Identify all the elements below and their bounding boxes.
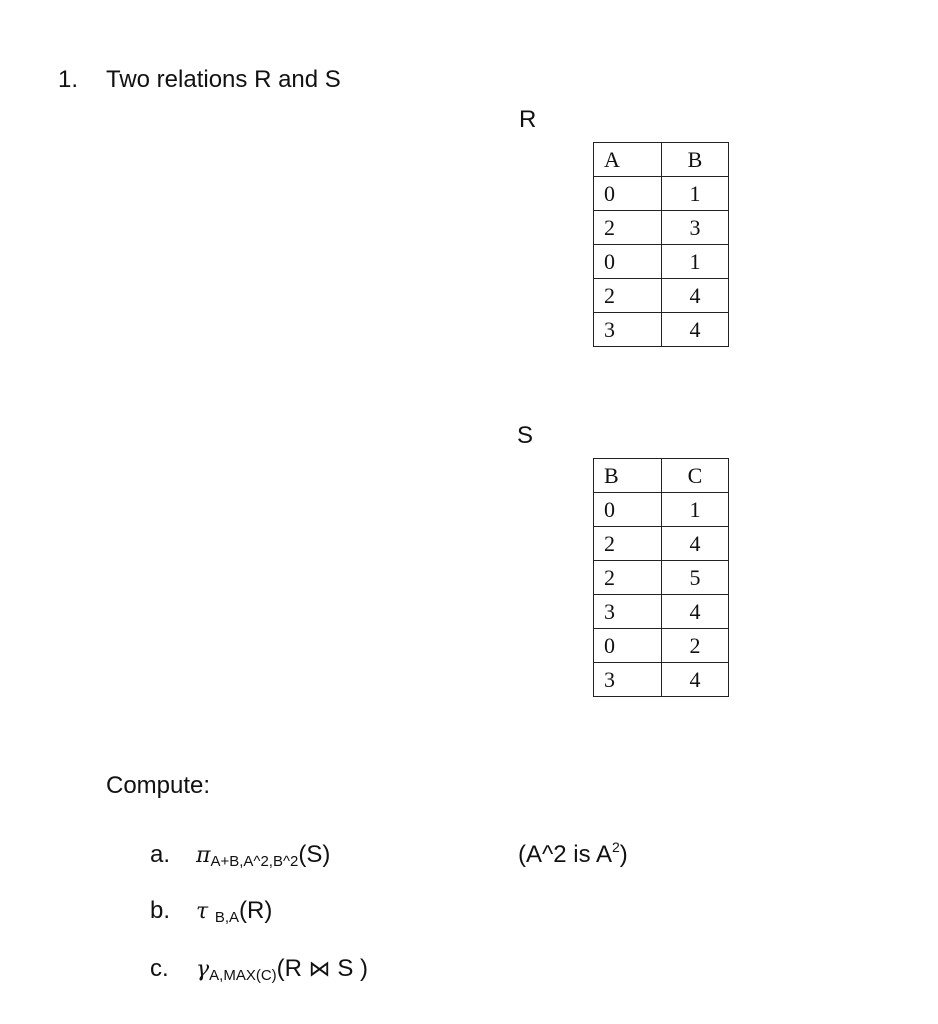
table-cell: 2 [594, 561, 662, 595]
header-cell: A [594, 143, 662, 177]
table-cell: 4 [662, 663, 729, 697]
table-cell: 3 [594, 313, 662, 347]
item-expression [196, 955, 368, 983]
table-cell: 3 [594, 595, 662, 629]
table-row [594, 211, 729, 245]
table-cell: 4 [662, 527, 729, 561]
note-close: ) [619, 841, 628, 868]
table-cell: 1 [662, 493, 729, 527]
table-cell: 3 [662, 211, 729, 245]
table-cell: 4 [662, 279, 729, 313]
table-header-row [594, 143, 729, 177]
question-title: Two relations R and S [106, 66, 341, 93]
question-number: 1. [58, 66, 79, 93]
table-cell: 0 [594, 629, 662, 663]
projection-operator: π [196, 843, 211, 868]
operator-subscript: A,MAX(C) [209, 967, 277, 984]
relation-r-label: R [519, 106, 537, 133]
operator-argument: (R) [239, 897, 273, 924]
relation-s-label: S [517, 422, 534, 449]
operator-subscript: B,A [214, 909, 240, 926]
table-row [594, 245, 729, 279]
header-cell: C [662, 459, 729, 493]
table-row [594, 629, 729, 663]
table-cell: 0 [594, 493, 662, 527]
table-cell: 2 [594, 211, 662, 245]
table-cell: 4 [662, 313, 729, 347]
table-row [594, 177, 729, 211]
item-letter: c. [150, 955, 169, 982]
table-cell: 2 [594, 279, 662, 313]
operator-argument: (S) [298, 841, 331, 868]
table-row [594, 493, 729, 527]
header-cell: B [594, 459, 662, 493]
table-header-row [594, 459, 729, 493]
item-expression [196, 897, 272, 925]
table-cell: 1 [662, 245, 729, 279]
table-cell: 0 [594, 177, 662, 211]
table-row [594, 279, 729, 313]
grouping-operator: γ [196, 957, 210, 982]
relation-s-table [593, 458, 729, 697]
operator-argument-left: (R [276, 955, 302, 982]
table-row [594, 595, 729, 629]
table-cell: 4 [662, 595, 729, 629]
table-cell: 3 [594, 663, 662, 697]
table-cell: 5 [662, 561, 729, 595]
power-note [518, 841, 628, 869]
operator-subscript: A+B,A^2,B^2 [210, 853, 299, 870]
sort-operator: τ [196, 899, 209, 924]
natural-join-symbol: ⋈ [308, 957, 331, 982]
item-letter: a. [150, 841, 171, 868]
table-row [594, 561, 729, 595]
item-letter: b. [150, 897, 171, 924]
operator-argument-right: S ) [337, 955, 368, 982]
relation-r-table [593, 142, 729, 347]
compute-heading: Compute: [106, 772, 211, 799]
table-cell: 1 [662, 177, 729, 211]
table-row [594, 663, 729, 697]
table-row [594, 527, 729, 561]
table-cell: 2 [662, 629, 729, 663]
note-text: (A^2 is A [518, 841, 612, 868]
table-row [594, 313, 729, 347]
note-superscript: 2 [611, 839, 620, 855]
table-cell: 0 [594, 245, 662, 279]
table-cell: 2 [594, 527, 662, 561]
header-cell: B [662, 143, 729, 177]
item-expression [196, 841, 330, 869]
